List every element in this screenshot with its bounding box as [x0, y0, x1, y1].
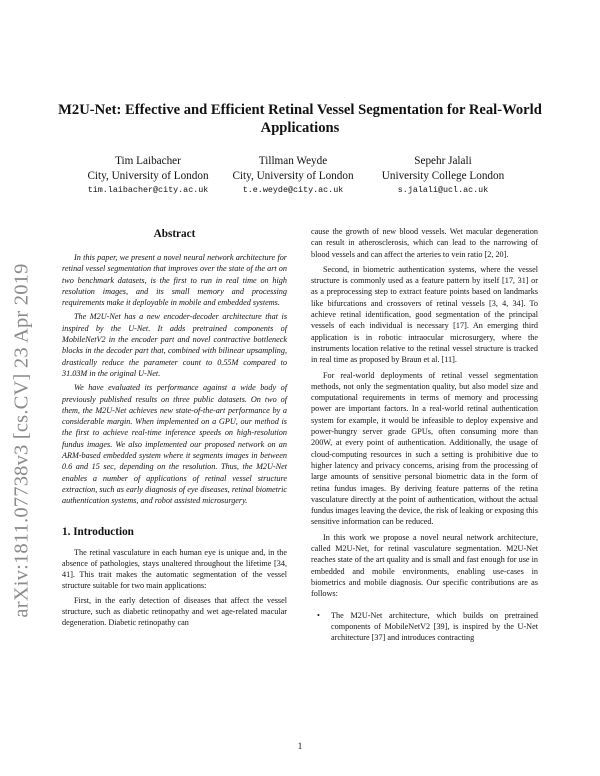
- body-paragraph-continued: cause the growth of new blood vessels. Wet macular degeneration can result in atherosclerosis, which can lead to the narrowing of blood vessels and can affect the arteries to vein ratio [2, 20].: [311, 227, 538, 259]
- abstract-paragraph: We have evaluated its performance against a wide body of previously published results on three public datasets. On two of them, the M2U-Net achieves new state-of-the-art performance by a considerable margin. When implemented on a GPU, our method is the first to achieve real-time inference speeds on high-resolution fundus images. We also implemented our proposed network on an ARM-based embedded system where it segments images in between 0.6 and 15 sec, depending on the resolution. Thus, the M2U-Net enables a number of applications of retinal vessel structure extraction, such as early diagnosis of eye diseases, retinal biometric authentication systems, and robot assisted microsurgery.: [62, 383, 287, 506]
- body-paragraph: In this work we propose a novel neural network architecture, called M2U-Net, for retinal vasculature segmentation. M2U-Net reaches state of the art quality and is small and fast enough for use in embedded and mobile environments, enabling use-cases in biometrics and mobile diagnosis. Our specific contributions are as follows:: [311, 532, 538, 599]
- contribution-list-item: [311, 610, 538, 644]
- abstract-heading: Abstract: [153, 228, 196, 240]
- body-paragraph: The retinal vasculature in each human eye is unique and, in the absence of pathologies, stays unaltered throughout the lifetime [34, 41]. This trait makes the automatic segmentation of the vessel structure suitable for two main applications:: [62, 547, 287, 591]
- arxiv-sidebar-stamp: [4, 205, 40, 675]
- contribution-text: The M2U-Net architecture, which builds on pretrained components of MobileNetV2 [39], is inspired by the U-Net architecture [37] and introduces contracting: [331, 610, 538, 643]
- author-affiliation: City, University of London: [87, 169, 209, 182]
- author-name: Tillman Weyde: [258, 155, 328, 167]
- author-affiliation: University College London: [381, 169, 505, 182]
- author-email[interactable]: tim.laibacher@city.ac.uk: [87, 185, 209, 195]
- arxiv-identifier: arXiv:1811.07738v3 [cs.CV] 23 Apr 2019: [10, 262, 33, 618]
- page-number: 1: [297, 741, 303, 751]
- abstract-paragraph: The M2U-Net has a new encoder-decoder architecture that is inspired by the U-Net. It adds pretrained components of MobileNetV2 in the encoder part and novel contractive bottleneck blocks in the decoder part that, combined with bilinear upsampling, drastically reduce the parameter count to 0.55M compared to 31.03M in the original U-Net.: [62, 312, 287, 378]
- section-heading-introduction: 1. Introduction: [62, 525, 134, 538]
- body-paragraph: For real-world deployments of retinal vessel segmentation methods, not only the segmentation quality, but also model size and computational requirements in terms of memory and processing power are important factors. In a real-world retinal authentication system for example, it would be infeasible to deploy expensive and power-hungry server grade GPUs, often consuming more than 200W, at every point of authentication. Additionally, the usage of cloud-computing resources in such a setting is prohibitive due to higher latency and privacy concerns, arising from the processing of large amounts of sensitive personal biometric data in the form of retina fundus images. By deriving feature patterns of the retina vasculature directly at the point of authentication, without the actual fundus images leaving the device, the risk of leaking or exposing this sensitive information can be reduced.: [311, 370, 538, 527]
- author-block: [58, 154, 548, 202]
- bullet-icon: •: [317, 610, 320, 620]
- body-paragraph: Second, in biometric authentication systems, where the vessel structure is commonly used as a feature pattern by itself [17, 31] or as a preprocessing step to extract feature points based on landmarks like bifurcations and crossovers of retinal vessels [3, 4, 34]. To achieve retinal identification, good segmentation of the principal vessels of each individual is necessary [17]. An emerging third application is in robotic intraocular microsurgery, where the instruments location relative to the retinal vessel structure is tracked in real time as proposed by Braun et al. [11].: [311, 264, 538, 365]
- author-email[interactable]: s.jalali@ucl.ac.uk: [397, 185, 489, 195]
- abstract: [62, 252, 287, 507]
- right-column: [311, 226, 538, 643]
- left-column: [62, 228, 287, 632]
- author-3: [353, 154, 533, 198]
- author-name: Tim Laibacher: [115, 155, 181, 167]
- abstract-paragraph: In this paper, we present a novel neural network architecture for retinal vessel segmentation that improves over the state of the art on two benchmark datasets, is the first to run in real time on high resolution images, and its small memory and processing requirements make it deployable in mobile and embedded systems.: [62, 253, 287, 308]
- author-name: Sepehr Jalali: [414, 155, 472, 167]
- author-affiliation: City, University of London: [232, 169, 354, 182]
- author-email[interactable]: t.e.weyde@city.ac.uk: [242, 185, 344, 195]
- body-paragraph: First, in the early detection of diseases that affect the vessel structure, such as diabetic retinopathy and wet age-related macular degeneration. Diabetic retinopathy can: [62, 595, 287, 628]
- paper-title: M2U-Net: Effective and Efficient Retinal Vessel Segmentation for Real-World Applications: [58, 102, 542, 136]
